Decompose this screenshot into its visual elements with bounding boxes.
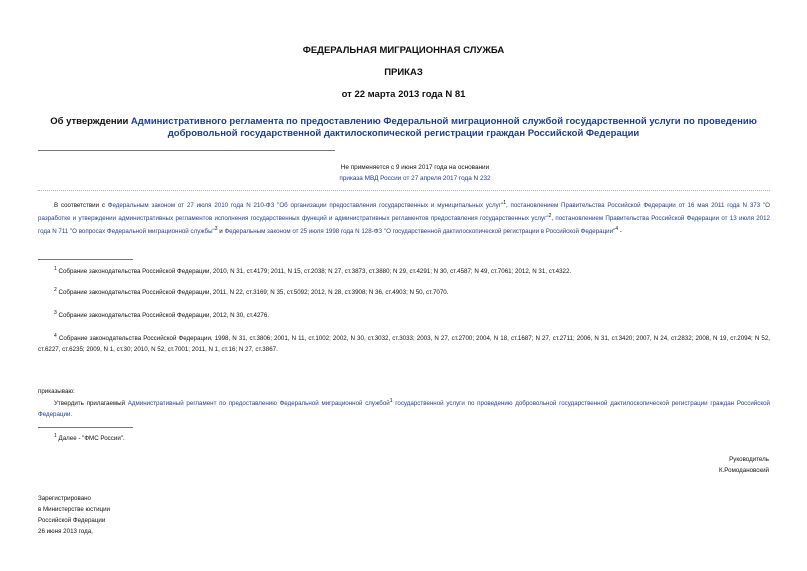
preamble-text-4: и: [217, 228, 225, 236]
footnote-2-text: Собрание законодательства Российской Федерации, 2011, N 22, ст.3169; N 35, ст.5092; 2012, N 28, ст.3908; N 36, ст.4903; N 50, ст.7070.: [58, 289, 449, 297]
footnote-2: [38, 285, 770, 298]
signature-role: Руководитель: [729, 456, 769, 463]
document-type: ПРИКАЗ: [384, 67, 423, 78]
registration-line-2: в Министерстве юстиции: [38, 506, 111, 513]
fms-footnote-divider: [38, 427, 133, 428]
footnote-4-mark: 4: [54, 333, 57, 339]
preamble-text-3: ,: [551, 215, 556, 223]
footnote-fms: [54, 431, 125, 444]
agency-name: ФЕДЕРАЛЬНАЯ МИГРАЦИОННАЯ СЛУЖБА: [302, 45, 505, 56]
resolution-373-link[interactable]: постановлением Правительства Российской Федерации от 16 мая 2011 года N 373 "О разработке и утверждении административных регламентов исполнения государственных функций и административных регламентов предоставления государственных услуг": [38, 202, 770, 223]
document-date: от 22 марта 2013 года N 81: [341, 89, 466, 100]
order-word: приказываю:: [38, 388, 75, 395]
status-note: [300, 162, 530, 184]
regulation-link[interactable]: Административный регламент по предоставлению Федеральной миграционной службой: [127, 400, 390, 408]
status-note-link[interactable]: приказа МВД России от 27 апреля 2017 года N 232: [339, 175, 491, 182]
footnote-1-text: Собрание законодательства Российской Федерации, 2010, N 31, ст.4179; 2011, N 15, ст.2038; N 27, ст.3873, ст.3880; N 29, ст.4291; N 30, ст.4587; N 49, ст.7061; 2012, N 31, ст.4322.: [58, 268, 572, 276]
footnote-mark-2[interactable]: 2: [548, 213, 552, 220]
order-paragraph: [38, 396, 770, 420]
footnote-4: [38, 331, 770, 355]
footnote-mark-4[interactable]: 4: [615, 226, 619, 233]
order-text-1: Утвердить прилагаемый: [54, 400, 128, 408]
law-210fz-link[interactable]: Федеральным законом от 27 июля 2010 года N 210-ФЗ "Об организации предоставления государственных и муниципальных услуг": [107, 202, 504, 210]
preamble-text-2: ,: [505, 202, 511, 210]
title-regulation-link[interactable]: Административного регламента по предоставлению Федеральной миграционной службой государственной услуги по проведению добровольной государственной дактилоскопической регистрации граждан Российской Федерации: [130, 116, 757, 139]
footnote-mark-1[interactable]: 1: [503, 200, 506, 206]
footnote-1: [38, 264, 770, 277]
footnote-fms-mark: 1: [54, 433, 57, 439]
footnote-fms-text: Далее - "ФМС России".: [58, 435, 125, 443]
footnote-4-text: Собрание законодательства Российской Федерации, 1998, N 31, ст.3806; 2001, N 11, ст.1002; 2002, N 30, ст.3032, ст.3033; 2003, N 27, ст.2700; 2004, N 18, ст.1687; N 27, ст.2711; 2006, N 31, ст.3420; 2007, N 24, ст.2832; 2008, N 19, ст.2094; N 52, ст.6227, ст.6235; 2009, N 1, ст.30; 2010, N 52, ст.7001; 2011, N 1, ст.16; N 27, ст.3867.: [38, 335, 770, 354]
status-note-text: Не применяется с 9 июня 2017 года на основании: [340, 164, 490, 171]
footnotes-divider: [38, 259, 133, 260]
footnote-mark-fms[interactable]: 1: [389, 398, 393, 404]
footnote-3-mark: 3: [54, 310, 57, 316]
document-title: [20, 116, 787, 140]
resolution-711-link[interactable]: постановлением Правительства Российской Федерации от 13 июля 2012 года N 711 "О вопросах Федеральной миграционной службы": [38, 215, 770, 236]
registration-line-4: 26 июня 2013 года,: [38, 528, 93, 535]
title-prefix: Об утверждении: [50, 116, 131, 127]
registration-line-1: Зарегистрировано: [38, 495, 91, 502]
signature-block: [719, 454, 769, 476]
preamble-text-5: -: [618, 228, 622, 236]
note-divider: [38, 190, 770, 191]
footnote-1-mark: 1: [54, 266, 57, 272]
footnote-3: [38, 308, 770, 321]
law-128fz-link[interactable]: Федеральным законом от 25 июля 1998 года N 128-ФЗ "О государственной дактилоскопической регистрации в Российской Федерации": [224, 228, 616, 236]
regulation-link-continued[interactable]: государственной услуги по проведению добровольной государственной дактилоскопической регистрации граждан Российской Федерации.: [38, 400, 771, 419]
registration-block: [38, 493, 110, 537]
footnote-2-mark: 2: [54, 287, 57, 293]
preamble-text-1: В соответствии с: [54, 202, 108, 210]
footnote-3-text: Собрание законодательства Российской Федерации, 2012, N 30, ст.4276.: [58, 312, 270, 320]
signature-name: К.Ромодановский: [718, 467, 769, 474]
preamble-paragraph: [38, 198, 770, 237]
registration-line-3: Российской Федерации: [38, 517, 106, 524]
title-divider: [38, 150, 335, 151]
footnote-mark-3[interactable]: 3: [214, 226, 218, 233]
